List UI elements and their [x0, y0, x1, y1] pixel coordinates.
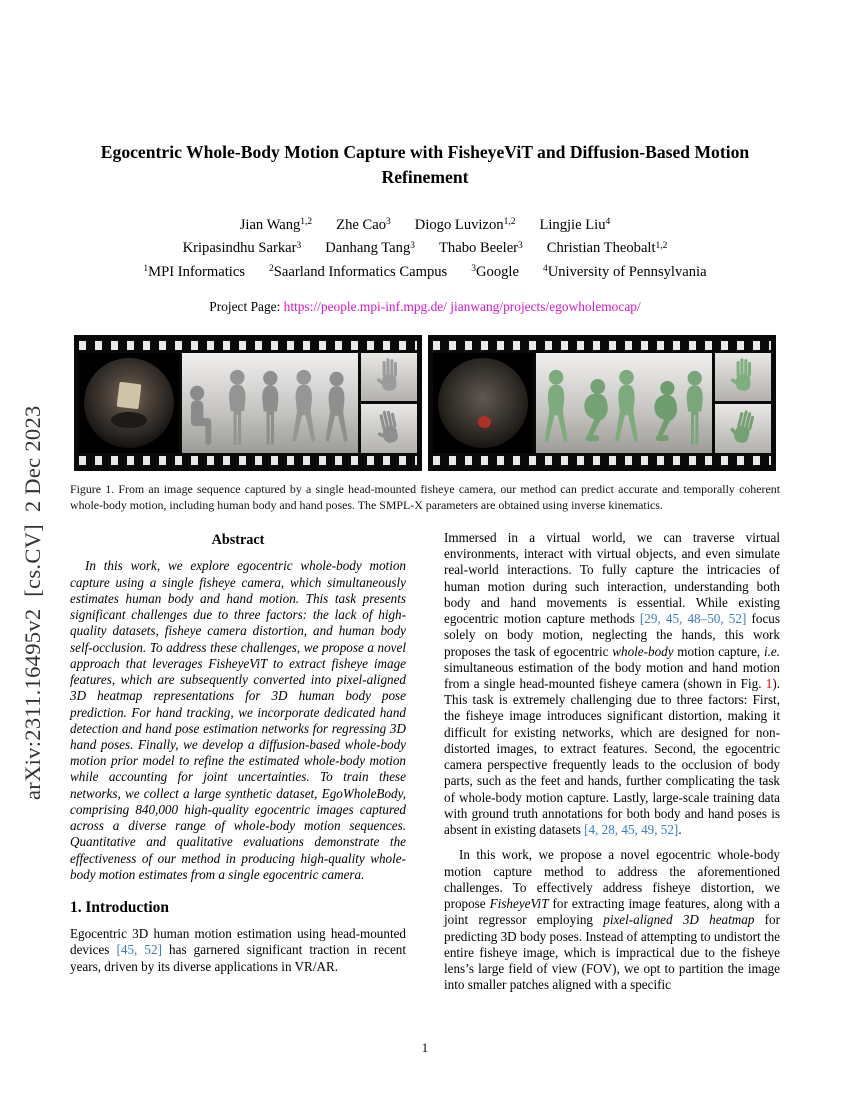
text-segment: for predicting 3D body poses. Instead of attempting to undistort the entire fisheye image, which is impractical due to the fisheye lens’s large field of view (FOV), we opt to partition the image into smaller patches aligned with a specific — [444, 912, 781, 993]
fisheye-lens-view — [438, 358, 528, 448]
hand-mesh-svg — [721, 407, 765, 451]
body-paragraph-1 — [444, 530, 780, 838]
intro-paragraph — [70, 926, 406, 975]
paper-title: Egocentric Whole-Body Motion Capture with FisheyeViT and Diffusion-Based Motion Refinement — [100, 142, 750, 187]
film-frames — [433, 353, 771, 453]
fisheye-input-image-right — [433, 353, 533, 453]
affiliation-sup: 2 — [269, 264, 274, 275]
author-block — [0, 214, 850, 284]
citation-link[interactable]: [4, 28, 45, 49, 52] — [584, 822, 679, 838]
film-frames — [79, 353, 417, 453]
arxiv-stamp: arXiv:2311.16495v2 [cs.CV] 2 Dec 2023 — [20, 405, 45, 800]
figure-reference-link[interactable]: 1 — [765, 675, 773, 691]
hand-render-bottom-green — [715, 404, 771, 453]
author — [439, 240, 523, 256]
affiliation-name: Google — [475, 263, 519, 280]
two-column-body — [70, 530, 780, 1003]
affiliation — [269, 264, 447, 280]
page-number: 1 — [421, 1041, 429, 1055]
author — [183, 240, 302, 256]
author-sup: 1,2 — [655, 240, 668, 251]
author-sup: 3 — [386, 217, 391, 228]
abstract-heading: Abstract — [211, 531, 265, 548]
project-page-line — [0, 299, 850, 315]
gray-mesh-sequence-svg — [182, 353, 358, 453]
hand-mesh-svg — [721, 355, 765, 399]
text-segment: for extracting image features, along with a joint regressor employing — [444, 896, 780, 928]
affiliation-sup: 1 — [143, 264, 149, 275]
figure-filmstrips — [70, 335, 780, 471]
author-name: Zhe Cao — [336, 216, 387, 233]
author-name: Kripasindhu Sarkar — [182, 240, 297, 257]
affiliation-line — [0, 261, 850, 284]
hand-render-column-right — [715, 353, 771, 453]
figure-caption: Figure 1. From an image sequence captured by a single head-mounted fisheye camera, our method can predict accurate and temporally coherent whole-body motion, including human body and hand poses. The SMPL-X parameters are obtained using inverse kinematics. — [70, 481, 780, 512]
emphasized-term: FisheyeViT — [489, 896, 549, 912]
fisheye-lens-view — [84, 358, 174, 448]
author-sup: 1,2 — [503, 217, 516, 228]
right-column — [444, 530, 780, 1003]
citation-link[interactable]: [45, 52] — [116, 942, 162, 958]
author — [547, 240, 668, 256]
project-page-link[interactable]: https://people.mpi-inf.mpg.de/ jianwang/projects/egowholemocap/ — [283, 298, 641, 314]
emphasized-term: pixel-aligned 3D heatmap — [603, 912, 755, 928]
hand-mesh-svg — [367, 407, 411, 451]
emphasized-term: whole-body — [612, 643, 674, 659]
film-sprocket-strip — [433, 456, 771, 465]
figure-1 — [70, 335, 780, 514]
author-name: Diogo Luvizon — [414, 216, 504, 233]
film-sprocket-strip — [433, 341, 771, 350]
fisheye-input-image-left — [79, 353, 179, 453]
film-sprocket-strip — [79, 341, 417, 350]
text-segment: motion capture, — [673, 643, 764, 659]
author-name: Christian Theobalt — [546, 240, 656, 257]
author — [415, 217, 516, 233]
filmstrip-left — [74, 335, 422, 471]
affiliation-sup: 3 — [471, 264, 476, 275]
text-segment: . — [678, 822, 682, 838]
filmstrip-right — [428, 335, 776, 471]
affiliation — [543, 264, 707, 280]
author-name: Jian Wang — [239, 216, 301, 233]
author-line-2 — [0, 237, 850, 260]
affiliation-name: MPI Informatics — [148, 263, 246, 280]
abstract-text: In this work, we explore egocentric whole-body motion capture using a single fisheye camera, which simultaneously estimates human body and hand motion. This task presents significant challenges due to three factors: the lack of high-quality datasets, fisheye camera distortion, and human body self-occlusion. To address these challenges, we propose a novel approach that leverages FisheyeViT to extract fisheye image features, which are subsequently converted into pixel-aligned 3D heatmap representations for 3D human body pose prediction. For hand tracking, we incorporate dedicated hand detection and hand pose estimation networks for regressing 3D hand poses. Finally, we develop a diffusion-based whole-body motion prior model to refine the estimated whole-body motion while accounting for joint uncertainties. To train these networks, we collect a large synthetic dataset, EgoWholeBody, comprising 840,000 high-quality egocentric images captured across a diverse range of whole-body motion sequences. Quantitative and qualitative evaluations demonstrate the effectiveness of our method in producing high-quality whole-body motion estimates from a single egocentric camera. — [70, 558, 406, 882]
text-segment: Immersed in a virtual world, we can traverse virtual environments, interact with virtual objects, and even simulate real-world interactions. To fully capture the intricacies of human motion during such interaction, understanding both body and hand movements is essential. While existing egocentric motion capture methods — [444, 529, 780, 627]
author — [240, 217, 312, 233]
film-sprocket-strip — [79, 456, 417, 465]
hand-render-bottom-gray — [361, 404, 417, 453]
author — [539, 217, 610, 233]
hand-render-column-left — [361, 353, 417, 453]
body-motion-render-green — [536, 353, 712, 453]
author-line-1 — [0, 214, 850, 237]
text-segment: Egocentric 3D human motion estimation using head-mounted devices — [70, 926, 406, 958]
author-sup: 1,2 — [300, 217, 313, 228]
affiliation-name: Saarland Informatics Campus — [273, 263, 448, 280]
hand-render-top-green — [715, 353, 771, 402]
author-name: Thabo Beeler — [439, 240, 519, 257]
author-name: Danhang Tang — [325, 240, 411, 257]
left-column — [70, 530, 406, 1003]
affiliation — [143, 264, 245, 280]
text-segment: In this work, we propose a novel egocentric whole-body motion capture method to address the aforementioned challenges. To effectively address fisheye distortion, we propose — [444, 847, 780, 912]
affiliation — [471, 264, 519, 280]
author-sup: 3 — [410, 240, 416, 251]
text-segment: has garnered significant traction in recent years, driven by its diverse applications in VR/AR. — [70, 942, 406, 974]
body-motion-render-gray — [182, 353, 358, 453]
text-segment: focus solely on body motion, neglecting the hands, this work proposes the task of egocentric — [444, 611, 780, 659]
hand-mesh-svg — [367, 355, 411, 399]
author-sup: 3 — [296, 240, 302, 251]
text-segment: simultaneous estimation of the body motion and hand motion from a single head-mounted fisheye camera (shown in Fig. — [444, 659, 780, 691]
emphasized-term: i.e. — [763, 643, 780, 659]
project-page-label: Project Page: — [209, 298, 284, 314]
author — [325, 240, 415, 256]
author-sup: 4 — [605, 217, 611, 228]
affiliation-name: University of Pennsylvania — [547, 263, 707, 280]
section-heading-introduction: 1. Introduction — [70, 899, 169, 917]
text-segment: ). This task is extremely challenging due to three factors: First, the fisheye image introduces significant distortion, making it difficult for existing networks, which are designed for non-distorted images, to extract features. Second, the egocentric camera perspective frequently leads to the occlusion of body parts, such as the feet and hands, further complicating the task of whole-body motion capture. Lastly, large-scale training data with ground truth annotations for both body and hand poses is absent in existing datasets — [444, 675, 780, 838]
author-sup: 3 — [518, 240, 523, 251]
citation-link[interactable]: [29, 45, 48–50, 52] — [639, 611, 747, 627]
author-name: Lingjie Liu — [539, 216, 606, 233]
body-paragraph-2 — [444, 847, 780, 993]
affiliation-sup: 4 — [542, 264, 548, 275]
hand-render-top-gray — [361, 353, 417, 402]
green-mesh-sequence-svg — [536, 353, 712, 453]
author — [336, 217, 391, 233]
